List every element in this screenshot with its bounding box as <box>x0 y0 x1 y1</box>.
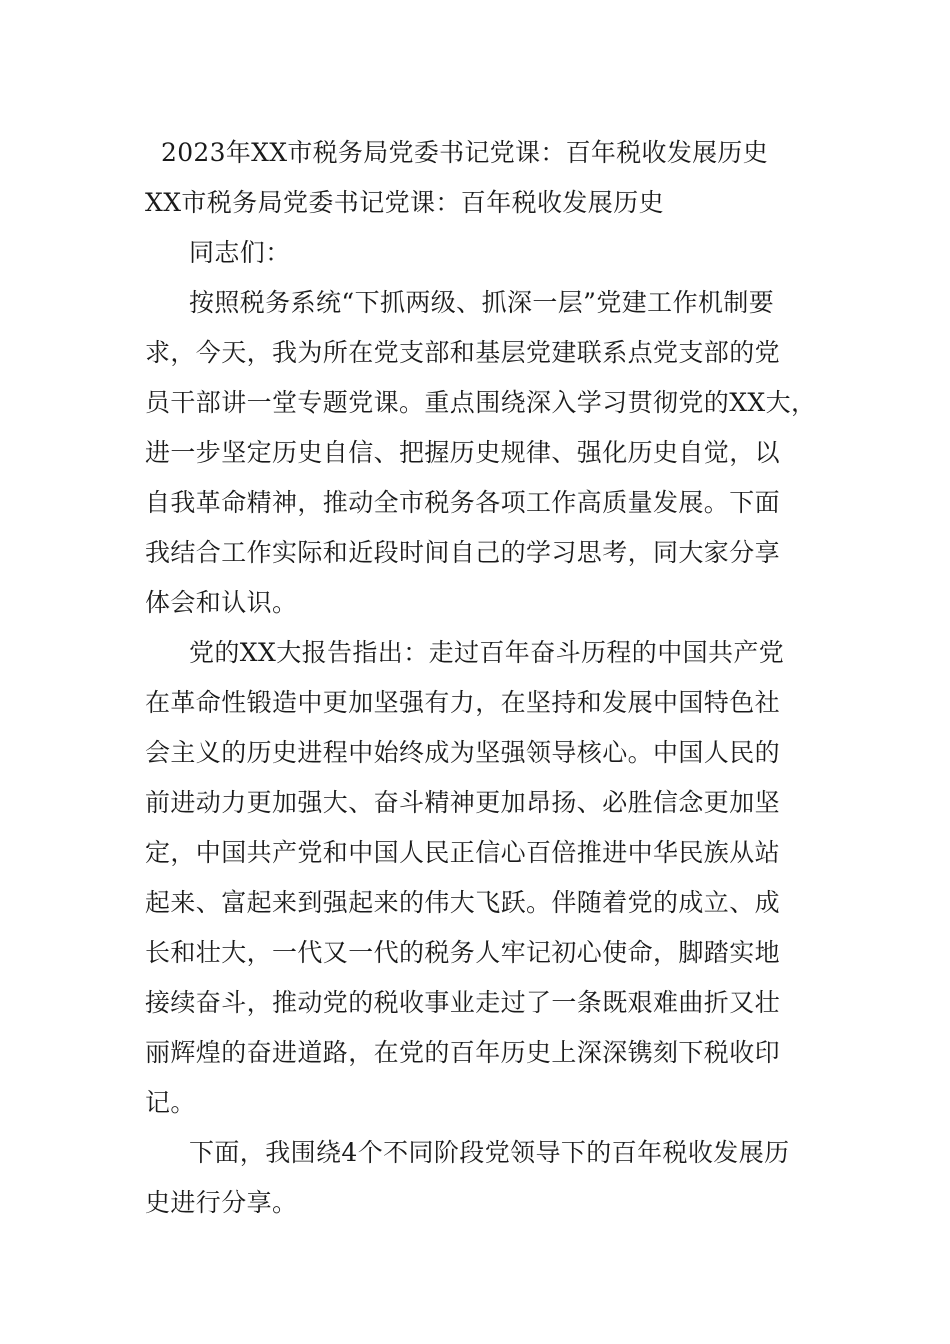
document-subtitle: XX市税务局党委书记党课：百年税收发展历史 <box>145 188 664 217</box>
paragraph-3 <box>145 1128 825 1228</box>
paragraph-line: 史进行分享。 <box>145 1188 298 1217</box>
document-title: 2023年XX市税务局党委书记党课：百年税收发展历史 <box>161 138 769 167</box>
document-page <box>145 128 825 1228</box>
paragraph-1 <box>145 278 825 628</box>
paragraph-line: 在革命性锻造中更加坚强有力，在坚持和发展中国特色社 <box>145 688 781 717</box>
salutation: 同志们： <box>189 238 291 267</box>
paragraph-line: 按照税务系统“下抓两级、抓深一层”党建工作机制要 <box>189 288 775 317</box>
paragraph-line: 我结合工作实际和近段时间自己的学习思考，同大家分享 <box>145 538 781 567</box>
paragraph-line: 下面，我围绕4个不同阶段党领导下的百年税收发展历 <box>189 1138 790 1167</box>
paragraph-2 <box>145 628 825 1128</box>
paragraph-line: 体会和认识。 <box>145 588 298 617</box>
paragraph-line: 丽辉煌的奋进道路，在党的百年历史上深深镌刻下税收印 <box>145 1038 781 1067</box>
paragraph-line: 员干部讲一堂专题党课。重点围绕深入学习贯彻党的XX大， <box>145 388 817 417</box>
paragraph-line: 进一步坚定历史自信、把握历史规律、强化历史自觉，以 <box>145 438 781 467</box>
paragraph-line: 长和壮大，一代又一代的税务人牢记初心使命，脚踏实地 <box>145 938 781 967</box>
paragraph-line: 定，中国共产党和中国人民正信心百倍推进中华民族从站 <box>145 838 781 867</box>
paragraph-line: 前进动力更加强大、奋斗精神更加昂扬、必胜信念更加坚 <box>145 788 781 817</box>
paragraph-line: 党的XX大报告指出：走过百年奋斗历程的中国共产党 <box>189 638 785 667</box>
paragraph-line: 自我革命精神，推动全市税务各项工作高质量发展。下面 <box>145 488 781 517</box>
paragraph-line: 记。 <box>145 1088 196 1117</box>
paragraph-line: 求，今天，我为所在党支部和基层党建联系点党支部的党 <box>145 338 781 367</box>
paragraph-line: 接续奋斗，推动党的税收事业走过了一条既艰难曲折又壮 <box>145 988 781 1017</box>
paragraph-line: 会主义的历史进程中始终成为坚强领导核心。中国人民的 <box>145 738 781 767</box>
paragraph-line: 起来、富起来到强起来的伟大飞跃。伴随着党的成立、成 <box>145 888 781 917</box>
